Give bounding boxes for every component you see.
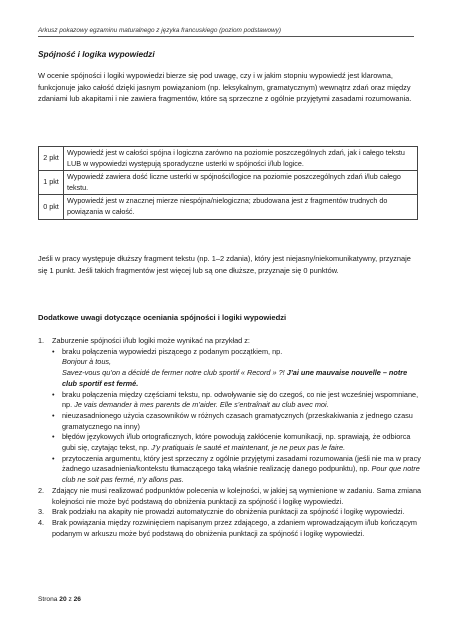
example-text: Savez-vous qu’on a décidé de fermer notre club sportif « Record » ?! <box>62 368 285 378</box>
bullet-text: przytoczenia argumentu, który jest sprzeczny z ogólnie przyjętymi zasadami rozumowania (jeśli nie ma w pracy żadnego uzasadnienia/kontekstu tłumaczącego taką właśnie realizację danego podpunktu), np. <box>62 453 421 474</box>
example-text: Bonjour à tous, <box>62 357 112 367</box>
list-item <box>38 486 424 507</box>
bullet-icon: • <box>52 410 55 420</box>
bullet-item <box>52 347 424 390</box>
bullet-icon: • <box>52 346 55 356</box>
intro-paragraph: W ocenie spójności i logiki wypowiedzi bierze się pod uwagę, czy i w jakim stopniu wypowiedź jest klarowna, funkcjonuje jako całość dzięki jasnym powiązaniom (np. leksykalnym, gramatycznym) wewnątrz zdań oraz między zdaniami lub akapitami i nie zawiera fragmentów, które są sprzeczne z ogólnie przyjętymi zasadami rozumowania. <box>38 71 412 104</box>
table-row <box>39 147 418 171</box>
example-text: Je vais demander à mes parents de m’aider. Elle s’entraînait au club avec moi. <box>74 400 329 410</box>
list-item <box>38 507 424 518</box>
example-text: Pour que notre club ne soit pas fermé, n’y allons pas. <box>62 464 420 485</box>
points-cell: 0 pkt <box>39 195 64 219</box>
list-number: 3. <box>38 507 45 517</box>
page-footer <box>38 596 81 603</box>
bullet-text: braku połączenia wypowiedzi piszącego z podanym początkiem, np. <box>62 346 283 356</box>
bullet-text: błędów językowych i/lub ortograficznych, które powodują zakłócenie komunikacji, np. sprawiają, że odbiorca gubi się, czytając tekst, np. <box>62 432 411 453</box>
points-cell: 1 pkt <box>39 171 64 195</box>
bullet-text: nieuzasadnionego użycia czasowników w różnych czasach gramatycznych (przeskakiwania z jednego czasu gramatycznego na inny) <box>62 410 413 431</box>
header-divider <box>38 36 414 37</box>
footer-page-total: 26 <box>73 596 81 603</box>
bullet-item <box>52 432 424 453</box>
example-text: J’y pratiquais le sauté et maintenant, je ne peux pas le faire. <box>151 443 346 453</box>
list-item-text: Brak powiązania między rozwinięciem napisanym przez zdającego, a zdaniem wprowadzającym i/lub kończącym podanym w arkuszu może być podstawą do obniżenia punktacji za spójność i logikę wypowiedzi. <box>52 517 418 538</box>
running-header: Arkusz pokazowy egzaminu maturalnego z języka francuskiego (poziom podstawowy) <box>38 27 281 34</box>
table-row <box>39 195 418 219</box>
criterion-cell: Wypowiedź jest w całości spójna i logiczna zarówno na poziomie poszczególnych zdań, jak i całego tekstu LUB w wypowiedzi występują sporadyczne usterki w spójności i/lub logice. <box>64 147 418 171</box>
bullet-item <box>52 390 424 411</box>
list-item <box>38 518 424 539</box>
list-item-text: Zaburzenie spójności i/lub logiki może wynikać na przykład z: <box>52 336 250 345</box>
list-number: 1. <box>38 336 45 345</box>
bullet-icon: • <box>52 432 55 442</box>
list-number: 4. <box>38 517 45 527</box>
list-number: 2. <box>38 485 45 495</box>
footer-prefix: Strona <box>38 596 58 603</box>
list-item-text: Brak podziału na akapity nie prowadzi automatycznie do obniżenia punktacji za spójność i logikę wypowiedzi. <box>52 507 405 517</box>
points-cell: 2 pkt <box>39 147 64 171</box>
bullet-text: braku połączenia między częściami tekstu, np. odwoływanie się do czegoś, co nie jest wcześniej wspomniane, np. <box>62 389 419 410</box>
bullet-icon: • <box>52 453 55 463</box>
bullet-item <box>52 454 424 486</box>
scoring-table <box>38 146 418 220</box>
bullet-item <box>52 411 424 432</box>
list-item-text: Zdający nie musi realizować podpunktów polecenia w kolejności, w jakiej są wymienione w zadaniu. Sama zmiana kolejności nie może być podstawą do obniżenia punktacji za spójność i logikę wypowiedzi. <box>52 485 422 506</box>
list-item <box>38 336 424 486</box>
footer-page-number: 20 <box>59 596 67 603</box>
example-text-emphasis: J’ai une mauvaise nouvelle – notre club sportif est fermé. <box>62 368 408 388</box>
section-heading-coherence: Spójność i logika wypowiedzi <box>38 49 155 59</box>
bullet-icon: • <box>52 389 55 399</box>
note-paragraph: Jeśli w pracy występuje dłuższy fragment tekstu (np. 1–2 zdania), który jest niejasny/niekomunikatywny, przyznaje się 1 punkt. Jeśli takich fragmentów jest więcej lub są one dłuższe, przyznaje się 0 punktów. <box>38 254 411 275</box>
table-row <box>39 171 418 195</box>
footer-separator: z <box>68 596 72 603</box>
numbered-list <box>38 336 424 539</box>
section-heading-additional-notes: Dodatkowe uwagi dotyczące oceniania spójności i logiki wypowiedzi <box>38 313 287 322</box>
criterion-cell: Wypowiedź jest w znacznej mierze niespójna/nielogiczna; zbudowana jest z fragmentów trudnych do powiązania w całość. <box>64 195 418 219</box>
criterion-cell: Wypowiedź zawiera dość liczne usterki w spójności/logice na poziomie poszczególnych zdań i/lub całego tekstu. <box>64 171 418 195</box>
